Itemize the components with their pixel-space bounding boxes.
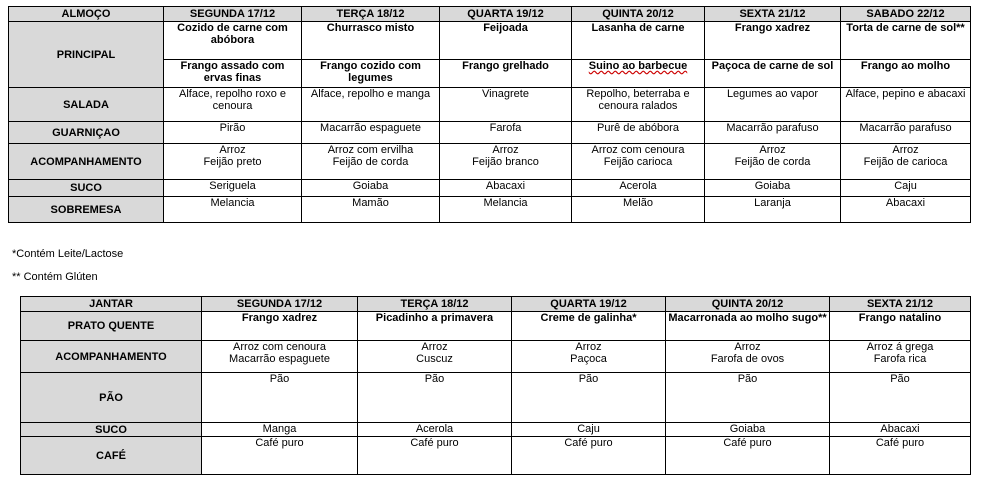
dinner-day-header: SEXTA 21/12 (830, 297, 971, 312)
lunch-cell: Churrasco misto (302, 22, 440, 60)
dinner-day-header: QUARTA 19/12 (512, 297, 666, 312)
lunch-day-header: QUARTA 19/12 (440, 7, 572, 22)
lunch-cell: Acerola (572, 180, 705, 197)
dinner-cell: Abacaxi (830, 423, 971, 437)
dinner-cell: Macarronada ao molho sugo** (666, 312, 830, 341)
cell-line: Arroz (575, 341, 602, 353)
lunch-cell: Farofa (440, 122, 572, 144)
lunch-cell: Mamão (302, 197, 440, 223)
dinner-cell (512, 341, 666, 373)
dinner-row-suco (21, 423, 971, 437)
lunch-header-row (9, 7, 971, 22)
dinner-cell: Café puro (830, 437, 971, 475)
cell-line: Cuscuz (416, 353, 453, 365)
lunch-cell: Cozido de carne com abóbora (164, 22, 302, 60)
dinner-cell: Café puro (358, 437, 512, 475)
lunch-cell: Abacaxi (841, 197, 971, 223)
cell-line: Arroz (219, 144, 246, 156)
cell-line: Feijão carioca (603, 156, 673, 168)
dinner-cell: Pão (202, 373, 358, 423)
lunch-row-suco (9, 180, 971, 197)
lunch-cell (302, 144, 440, 180)
lunch-corner-header: ALMOÇO (9, 7, 164, 22)
lunch-day-header: SABADO 22/12 (841, 7, 971, 22)
lunch-cell: Melancia (164, 197, 302, 223)
dinner-menu-table (20, 296, 971, 475)
lunch-cell: Abacaxi (440, 180, 572, 197)
lunch-cell (841, 144, 971, 180)
lunch-cell: Repolho, beterraba e cenoura ralados (572, 88, 705, 122)
dinner-day-header: QUINTA 20/12 (666, 297, 830, 312)
lunch-row-acompanhamento (9, 144, 971, 180)
cell-line: Arroz (734, 341, 761, 353)
dinner-cell (830, 341, 971, 373)
lunch-cell: Frango grelhado (440, 60, 572, 88)
lunch-cell: Legumes ao vapor (705, 88, 841, 122)
lunch-cell: Paçoca de carne de sol (705, 60, 841, 88)
cell-line: Arroz (892, 144, 919, 156)
dinner-cell: Goiaba (666, 423, 830, 437)
lunch-row-sobremesa (9, 197, 971, 223)
dinner-cell (202, 341, 358, 373)
lunch-row-guarnicao (9, 122, 971, 144)
cell-line: Farofa rica (873, 353, 927, 365)
cell-line: Arroz com ervilha (327, 144, 414, 156)
lunch-day-header: SEXTA 21/12 (705, 7, 841, 22)
dinner-cell: Caju (512, 423, 666, 437)
dinner-cell: Café puro (512, 437, 666, 475)
dinner-corner-header: JANTAR (21, 297, 202, 312)
lunch-day-header: SEGUNDA 17/12 (164, 7, 302, 22)
lunch-cell: Frango cozido com legumes (302, 60, 440, 88)
lunch-cell: Laranja (705, 197, 841, 223)
lunch-cell: Macarrão espaguete (302, 122, 440, 144)
lunch-cell (572, 144, 705, 180)
dinner-day-header: TERÇA 18/12 (358, 297, 512, 312)
lunch-cell: Alface, pepino e abacaxi (841, 88, 971, 122)
row-label-cafe: CAFÉ (21, 437, 202, 475)
cell-line: Arroz (492, 144, 519, 156)
dinner-cell: Café puro (666, 437, 830, 475)
cell-line: Paçoca (570, 353, 607, 365)
row-label-suco: SUCO (21, 423, 202, 437)
dinner-row-prato-quente (21, 312, 971, 341)
dinner-row-pao (21, 373, 971, 423)
dinner-cell: Café puro (202, 437, 358, 475)
row-label-prato-quente: PRATO QUENTE (21, 312, 202, 341)
dinner-header-row (21, 297, 971, 312)
footnote-lactose: *Contém Leite/Lactose (12, 248, 124, 260)
dinner-row-acompanhamento (21, 341, 971, 373)
lunch-cell: Pirão (164, 122, 302, 144)
lunch-cell: Goiaba (705, 180, 841, 197)
lunch-cell: Vinagrete (440, 88, 572, 122)
cell-line: Feijão branco (472, 156, 539, 168)
cell-line: Arroz com cenoura (233, 341, 326, 353)
cell-line: Feijão de corda (734, 156, 811, 168)
dinner-cell (666, 341, 830, 373)
lunch-cell (440, 144, 572, 180)
cell-line: Arroz (421, 341, 448, 353)
dinner-cell (358, 341, 512, 373)
row-label-sobremesa: SOBREMESA (9, 197, 164, 223)
lunch-cell: Torta de carne de sol** (841, 22, 971, 60)
cell-line: Feijão de carioca (863, 156, 948, 168)
lunch-cell: Melancia (440, 197, 572, 223)
footnote-gluten: ** Contém Glúten (12, 271, 98, 283)
lunch-row-salada (9, 88, 971, 122)
lunch-day-header: QUINTA 20/12 (572, 7, 705, 22)
lunch-menu-table (8, 6, 971, 223)
dinner-cell: Frango xadrez (202, 312, 358, 341)
lunch-day-header: TERÇA 18/12 (302, 7, 440, 22)
dinner-cell: Frango natalino (830, 312, 971, 341)
dinner-cell: Pão (666, 373, 830, 423)
row-label-pao: PÃO (21, 373, 202, 423)
lunch-cell: Alface, repolho e manga (302, 88, 440, 122)
cell-line: Arroz (759, 144, 786, 156)
cell-line: Farofa de ovos (710, 353, 785, 365)
lunch-cell: Macarrão parafuso (841, 122, 971, 144)
lunch-cell: Lasanha de carne (572, 22, 705, 60)
cell-line: Arroz á grega (866, 341, 934, 353)
lunch-cell: Melão (572, 197, 705, 223)
dinner-cell: Creme de galinha* (512, 312, 666, 341)
cell-line: Feijão de corda (332, 156, 409, 168)
cell-line: Macarrão espaguete (229, 353, 330, 365)
lunch-cell: Macarrão parafuso (705, 122, 841, 144)
lunch-cell: Frango assado com ervas finas (164, 60, 302, 88)
cell-line: Arroz com cenoura (591, 144, 685, 156)
row-label-acompanhamento: ACOMPANHAMENTO (9, 144, 164, 180)
lunch-cell (705, 144, 841, 180)
lunch-cell: Alface, repolho roxo e cenoura (164, 88, 302, 122)
dinner-cell: Pão (512, 373, 666, 423)
row-label-acompanhamento: ACOMPANHAMENTO (21, 341, 202, 373)
cell-line: Feijão preto (203, 156, 262, 168)
spellcheck-marked-text: Suino ao barbecue (588, 60, 688, 72)
dinner-cell: Acerola (358, 423, 512, 437)
lunch-cell-wavy (572, 60, 705, 88)
dinner-cell: Pão (830, 373, 971, 423)
dinner-day-header: SEGUNDA 17/12 (202, 297, 358, 312)
lunch-cell: Purê de abóbora (572, 122, 705, 144)
lunch-cell: Frango ao molho (841, 60, 971, 88)
dinner-cell: Pão (358, 373, 512, 423)
lunch-cell: Caju (841, 180, 971, 197)
lunch-cell (164, 144, 302, 180)
row-label-guarnicao: GUARNIÇAO (9, 122, 164, 144)
dinner-cell: Manga (202, 423, 358, 437)
lunch-cell: Feijoada (440, 22, 572, 60)
row-label-suco: SUCO (9, 180, 164, 197)
lunch-cell: Goiaba (302, 180, 440, 197)
lunch-row-principal-1 (9, 22, 971, 60)
row-label-salada: SALADA (9, 88, 164, 122)
dinner-cell: Picadinho a primavera (358, 312, 512, 341)
lunch-cell: Seriguela (164, 180, 302, 197)
dinner-row-cafe (21, 437, 971, 475)
lunch-cell: Frango xadrez (705, 22, 841, 60)
row-label-principal: PRINCIPAL (9, 22, 164, 88)
